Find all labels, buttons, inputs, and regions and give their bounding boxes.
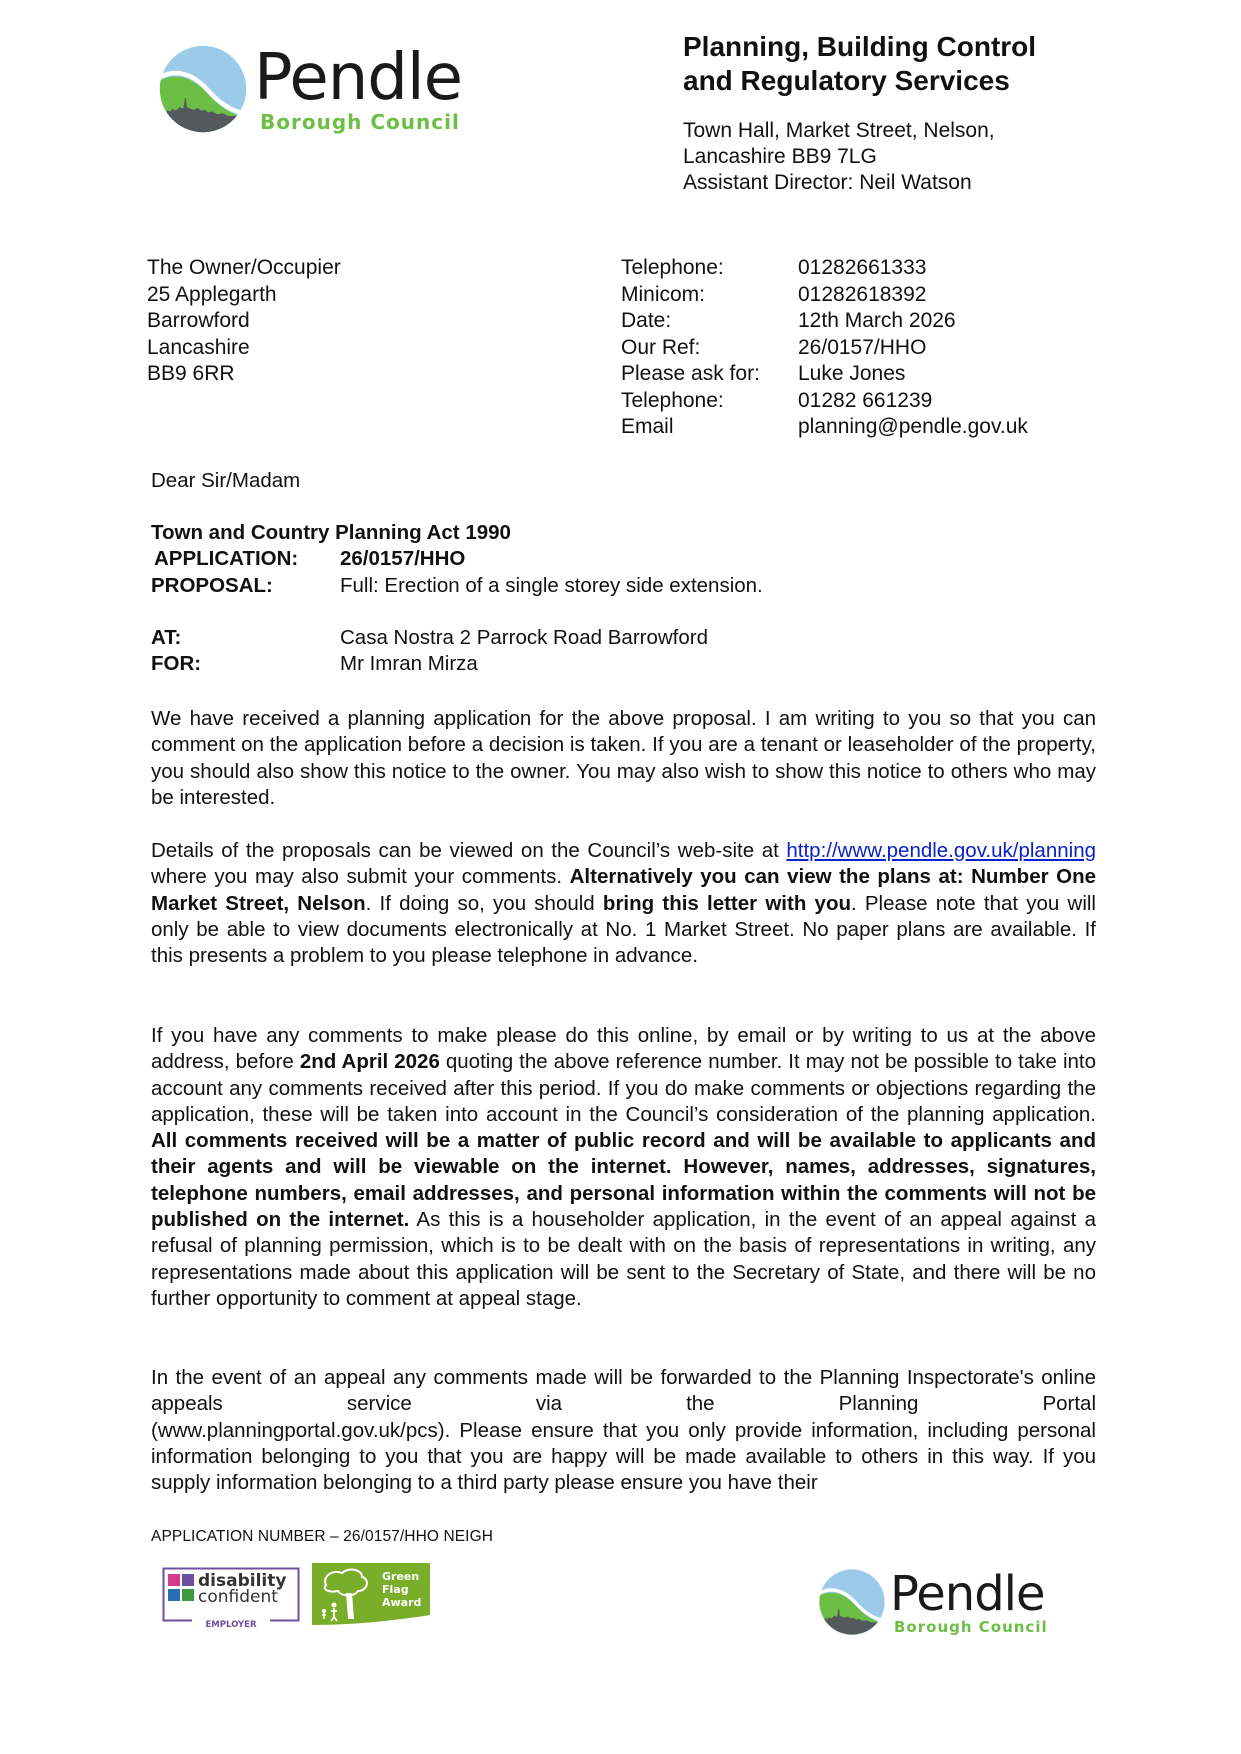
contact-label: Telephone: [621, 256, 724, 279]
contact-label: Telephone: [621, 388, 724, 412]
paragraph-intro: We have received a planning application for the above proposal. I am writing to you so that you can comment on the application before a decision is taken. If you are a tenant or leaseholder of the property, you should also show this notice to the owner. You may also wish to show this notice to others who may be interested. [151, 707, 1096, 809]
contact-label: Minicom: [621, 282, 706, 306]
para-text: In the event of an appeal any comments made will be forwarded to the Planning Inspectorate's online appeals service via the Planning Portal [151, 1366, 1096, 1416]
contact-value: Luke Jones [798, 362, 906, 385]
para-text: . If doing so, you should [365, 891, 603, 915]
planning-website-link[interactable]: http://www.pendle.gov.uk/planning [786, 839, 1096, 862]
pendle-logo-icon [158, 44, 248, 134]
application-row [151, 546, 1096, 572]
contact-value: 01282661333 [798, 256, 927, 279]
application-number: 26/0157/HHO [340, 547, 466, 571]
para-text: where you may also submit your comments. [151, 865, 570, 889]
at-label: AT: [151, 625, 182, 649]
recipient-line: BB9 6RR [147, 362, 235, 385]
contact-email[interactable]: planning@pendle.gov.uk [798, 415, 1028, 438]
proposal-value: Full: Erection of a single storey side extension. [340, 573, 763, 597]
contact-label: Date: [621, 309, 672, 332]
svg-text:Flag: Flag [382, 1583, 409, 1596]
salutation: Dear Sir/Madam [151, 469, 301, 492]
address-line: Town Hall, Market Street, Nelson, [683, 119, 995, 142]
svg-text:confident: confident [198, 1587, 278, 1607]
proposal-row [151, 573, 1096, 599]
contact-row-minicom [621, 282, 1028, 309]
contact-details [621, 255, 1028, 441]
department-title-line: Planning, Building Control [683, 31, 1037, 62]
recipient-line: 25 Applegarth [147, 282, 277, 306]
para-text: As this is a householder application, in the event of an appeal against a refusal of planning permission, which is to be dealt with on the basis of representations in writing, any representations made about this application will be sent to the Secretary of State, and there will be no further opportunity to comment at appeal stage. [151, 1208, 1096, 1310]
for-label: FOR: [151, 652, 202, 676]
pendle-logo-footer [818, 1565, 1048, 1636]
address-line: Lancashire BB9 7LG [683, 145, 877, 168]
contact-row-our-ref [621, 335, 1028, 362]
contact-row-telephone [621, 255, 1028, 282]
contact-value: 26/0157/HHO [798, 335, 927, 359]
contact-value: 12th March 2026 [798, 309, 956, 332]
recipient-address [147, 255, 341, 388]
paragraph-view-details [151, 838, 1096, 969]
department-title-line: and Regulatory Services [683, 65, 1010, 96]
bring-letter-bold: bring this letter with you [602, 891, 851, 915]
department-header [683, 30, 1103, 196]
application-label: APPLICATION: [154, 547, 299, 571]
contact-row-date [621, 308, 1028, 335]
recipient-line: The Owner/Occupier [147, 256, 341, 279]
para-text: (www.planningportal.gov.uk/pcs). Please ensure that you only provide information, including personal information belonging to you that you are happy will be made available to others in this way. If you supply information belonging to a third party please ensure you have their [151, 1418, 1096, 1495]
department-address [683, 118, 1103, 196]
for-row [151, 651, 1096, 677]
view-location-bold: Alternatively you can view the plans at: Number One Market Street, Nelson [151, 865, 1096, 915]
site-address: Casa Nostra 2 Parrock Road Barrowford [340, 625, 709, 649]
svg-text:Award: Award [382, 1596, 422, 1609]
logo-subtitle: Borough Council [894, 1617, 1048, 1636]
proposal-label: PROPOSAL: [151, 573, 273, 597]
contact-row-ask-for [621, 361, 1028, 388]
public-record-notice: All comments received will be a matter of public record and will be available to applicants and their agents and will be viewable on the internet. However, names, addresses, signatures, telephone numbers, email addresses, and personal information within the comments will not be published on the internet. [151, 1129, 1096, 1232]
recipient-line: Barrowford [147, 309, 250, 332]
contact-label: Our Ref: [621, 335, 701, 359]
paragraph-appeal [151, 1365, 1096, 1496]
at-row [151, 625, 1096, 651]
contact-value: 01282 661239 [798, 388, 933, 412]
pendle-logo-icon [818, 1568, 886, 1636]
department-title [683, 30, 1103, 98]
svg-text:EMPLOYER: EMPLOYER [205, 1620, 257, 1630]
disability-confident-badge-icon [162, 1567, 300, 1630]
comment-deadline: 2nd April 2026 [299, 1050, 440, 1074]
footer-application-number: APPLICATION NUMBER – 26/0157/HHO NEIGH [151, 1528, 494, 1545]
act-title: Town and Country Planning Act 1990 [151, 521, 511, 544]
contact-row-email [621, 414, 1028, 441]
contact-label: Please ask for: [621, 362, 760, 385]
svg-text:Green: Green [382, 1570, 420, 1583]
para-text: quoting the above reference number. It may not be possible to take into account any comments received after this period. If you do make comments or objections regarding the application, these will be taken into account in the Council’s consideration of the planning application. [151, 1050, 1096, 1126]
recipient-line: Lancashire [147, 335, 250, 359]
contact-value: 01282618392 [798, 282, 927, 306]
pendle-logo [158, 41, 463, 134]
contact-row-officer-telephone [621, 388, 1028, 415]
logo-name: Pendle [254, 41, 463, 115]
paragraph-comments [151, 1023, 1096, 1312]
logo-subtitle: Borough Council [260, 110, 460, 134]
para-text: . Please note that you will only be able to view documents electronically at No. 1 Market Street. No paper plans are available. If this presents a problem to you please telephone in advance. [151, 891, 1096, 968]
contact-label: Email [621, 415, 674, 438]
para-text: Details of the proposals can be viewed on the Council’s web-site at [151, 839, 787, 862]
logo-name: Pendle [890, 1565, 1045, 1622]
applicant-name: Mr Imran Mirza [340, 652, 478, 676]
badge-text: disability [198, 1571, 287, 1591]
assistant-director: Assistant Director: Neil Watson [683, 171, 972, 194]
green-flag-award-badge-icon [312, 1563, 430, 1625]
application-details [151, 520, 1096, 677]
para-text: If you have any comments to make please do this online, by email or by writing to us at the above address, before [151, 1024, 1096, 1074]
